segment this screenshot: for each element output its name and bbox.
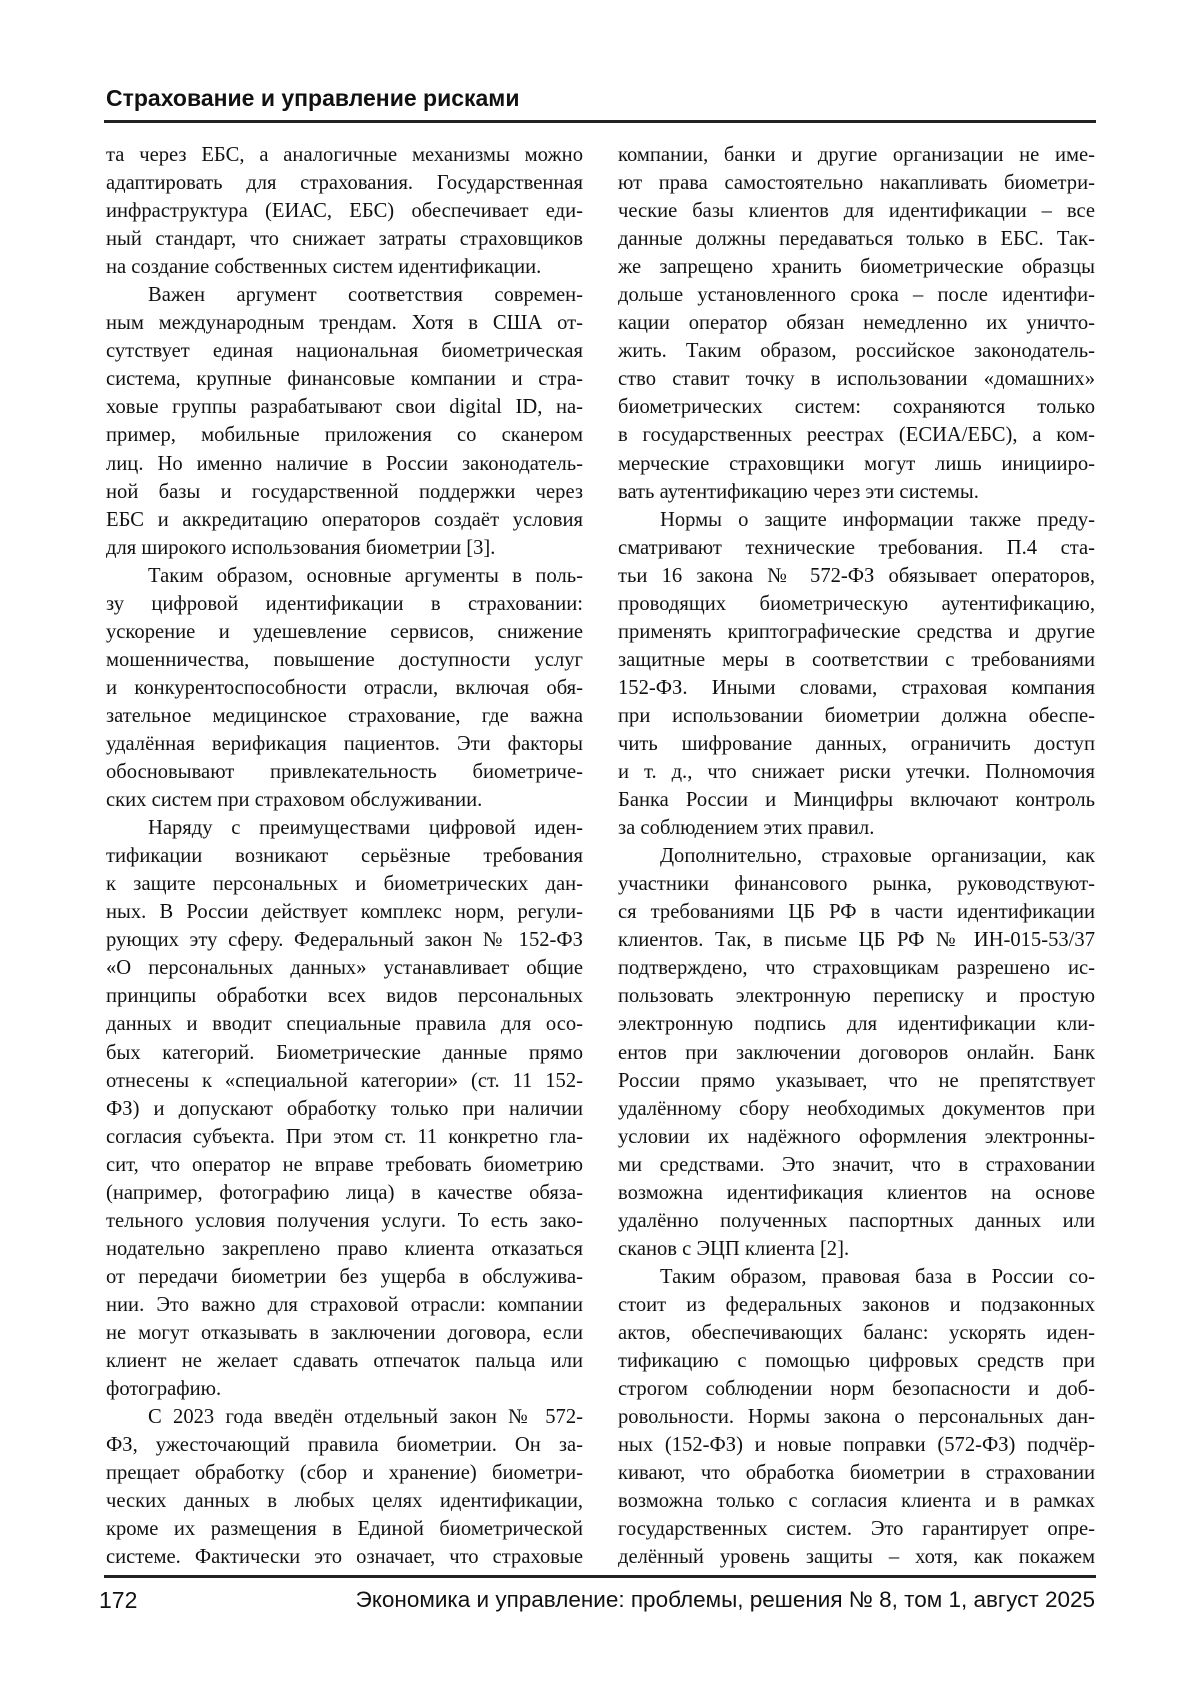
text-line: кроме их размещения в Единой биометрической — [106, 1518, 583, 1541]
journal-citation: Экономика и управление: проблемы, решения № 8, том 1, август 2025 — [355, 1587, 1095, 1612]
text-line: сканов с ЭЦП клиента [2]. — [618, 1237, 850, 1260]
text-line: сутствует единая национальная биометрическая — [106, 340, 583, 363]
text-line: дольше установленного срока – после идентифи- — [618, 284, 1095, 307]
text-line: применять криптографические средства и другие — [618, 620, 1095, 643]
text-line: С 2023 года введён отдельный закон № 572- — [148, 1406, 583, 1429]
text-line: вать аутентификацию через эти системы. — [618, 480, 979, 503]
text-line: сматривают технические требования. П.4 ста- — [618, 536, 1095, 559]
text-line: электронную подпись для идентификации кли- — [618, 1013, 1095, 1036]
text-line: система, крупные финансовые компании и стра- — [106, 368, 583, 391]
text-line: данных и вводит специальные правила для осо- — [106, 1013, 583, 1036]
text-line: и конкурентоспособности отрасли, включая обя- — [106, 676, 583, 699]
running-header-title: Страхование и управление рисками — [106, 85, 520, 111]
paragraph — [106, 141, 583, 281]
text-line: клиентов. Так, в письме ЦБ РФ № ИН-015-53/37 — [618, 929, 1095, 952]
text-line: Нормы о защите информации также преду- — [660, 508, 1095, 531]
text-line: фотографию. — [106, 1378, 222, 1401]
text-line: ускорение и удешевление сервисов, снижение — [106, 620, 583, 643]
paragraph — [106, 562, 583, 814]
text-line: «О персональных данных» устанавливает общие — [106, 957, 583, 980]
paragraph — [106, 281, 583, 561]
text-line: для широкого использования биометрии [3]. — [106, 536, 496, 559]
text-line: стоит из федеральных законов и подзаконных — [618, 1293, 1095, 1316]
text-line: отнесены к «специальной категории» (ст. 11 152- — [106, 1069, 583, 1092]
footer-divider — [104, 1575, 1096, 1578]
text-line: ся требованиями ЦБ РФ в части идентификации — [618, 901, 1095, 924]
paragraph — [106, 814, 583, 1403]
text-line: кации оператор обязан немедленно их уничто- — [618, 312, 1095, 335]
text-line: Наряду с преимуществами цифровой иден- — [148, 817, 583, 840]
text-line: ных. В России действует комплекс норм, регули- — [106, 901, 583, 924]
text-line: к защите персональных и биометрических дан- — [106, 873, 583, 896]
text-line: Дополнительно, страховые организации, как — [660, 845, 1095, 868]
text-line: же запрещено хранить биометрические образцы — [618, 256, 1095, 279]
text-line: кивают, что обработка биометрии в страховании — [618, 1462, 1095, 1485]
text-line: лиц. Но именно наличие в России законодатель- — [106, 452, 583, 475]
text-line: ный стандарт, что снижает затраты страховщиков — [106, 228, 583, 251]
text-line: обосновывают привлекательность биометриче- — [106, 761, 583, 784]
text-line: ной базы и государственной поддержки через — [106, 480, 583, 503]
text-line: ют права самостоятельно накапливать биометри- — [618, 172, 1095, 195]
text-line: ФЗ, ужесточающий правила биометрии. Он за- — [106, 1434, 583, 1457]
text-line: биометрических систем: сохраняются только — [618, 396, 1095, 419]
text-line: актов, обеспечивающих баланс: ускорять иден- — [618, 1321, 1095, 1344]
text-line: жить. Таким образом, российское законодатель- — [618, 340, 1095, 363]
text-line: бых категорий. Биометрические данные прямо — [106, 1041, 583, 1064]
text-line: адаптировать для страхования. Государственная — [106, 172, 583, 195]
text-line: на создание собственных систем идентификации. — [106, 256, 542, 279]
text-line: удалённая верификация пациентов. Эти факторы — [106, 732, 583, 755]
text-line: тификацию с помощью цифровых средств при — [618, 1350, 1095, 1373]
text-line: проводящих биометрическую аутентификацию, — [618, 592, 1095, 615]
text-line: Таким образом, основные аргументы в поль- — [148, 564, 583, 587]
text-line: нодательно закреплено право клиента отказаться — [106, 1237, 583, 1260]
text-line: участники финансового рынка, руководствуют- — [618, 873, 1095, 896]
text-line: удалённому сбору необходимых документов при — [618, 1097, 1095, 1120]
text-line: от передачи биометрии без ущерба в обслужива- — [106, 1265, 583, 1288]
text-line: пример, мобильные приложения со сканером — [106, 424, 583, 447]
text-line: компании, банки и другие организации не име- — [618, 144, 1095, 166]
text-line: ских систем при страховом обслуживании. — [106, 789, 483, 812]
text-line: России прямо указывает, что не препятствует — [618, 1069, 1095, 1092]
text-line: защитные меры в соответствии с требованиями — [618, 648, 1095, 671]
text-line: данные должны передаваться только в ЕБС. Так- — [618, 228, 1095, 251]
text-line: ЕБС и аккредитацию операторов создаёт условия — [106, 508, 583, 531]
text-line: нии. Это важно для страховой отрасли: компании — [106, 1293, 583, 1316]
text-line: рующих эту сферу. Федеральный закон № 152-ФЗ — [106, 929, 583, 952]
text-line: мерческие страховщики могут лишь иницииро- — [618, 452, 1095, 475]
text-line: возможна идентификация клиентов на основе — [618, 1181, 1095, 1204]
text-line: 152-ФЗ. Иными словами, страховая компания — [618, 676, 1095, 699]
text-line: и т. д., что снижает риски утечки. Полномочия — [618, 761, 1095, 784]
text-line: инфраструктура (ЕИАС, ЕБС) обеспечивает еди- — [106, 200, 583, 223]
text-line: Важен аргумент соответствия современ- — [148, 284, 583, 307]
text-line: ФЗ) и допускают обработку только при наличии — [106, 1097, 583, 1120]
paragraph — [618, 1263, 1095, 1572]
paragraph — [618, 842, 1095, 1263]
text-line: прещает обработку (сбор и хранение) биометри- — [106, 1462, 583, 1485]
text-line: системе. Фактически это означает, что страховые — [106, 1546, 583, 1569]
text-line: согласия субъекта. При этом ст. 11 конкретно гла- — [106, 1125, 583, 1148]
text-line: мошенничества, повышение доступности услуг — [106, 648, 583, 671]
text-line: клиент не желает сдавать отпечаток пальца или — [106, 1350, 583, 1373]
text-line: Таким образом, правовая база в России со- — [660, 1265, 1095, 1288]
text-line: ческих данных в любых целях идентификации, — [106, 1490, 583, 1513]
text-line: ховые группы разрабатывают свои digital ID, на- — [106, 396, 583, 419]
left-text-column — [106, 141, 583, 1571]
text-line: зательное медицинское страхование, где важна — [106, 704, 583, 727]
text-line: подтверждено, что страховщикам разрешено ис- — [618, 957, 1095, 980]
text-line: не могут отказывать в заключении договора, если — [106, 1321, 583, 1344]
header-divider — [104, 120, 1096, 123]
text-line: ство ставит точку в использовании «домашних» — [618, 368, 1095, 391]
text-line: возможна только с согласия клиента и в рамках — [618, 1490, 1095, 1513]
text-line: чить шифрование данных, ограничить доступ — [618, 732, 1095, 755]
text-line: та через ЕБС, а аналогичные механизмы можно — [106, 144, 583, 166]
text-line: государственных систем. Это гарантирует опре- — [618, 1518, 1095, 1541]
text-line: ным международным трендам. Хотя в США от- — [106, 312, 583, 335]
text-line: Банка России и Минцифры включают контроль — [618, 789, 1095, 812]
text-line: делённый уровень защиты – хотя, как покажем — [618, 1546, 1095, 1569]
page-number: 172 — [99, 1587, 138, 1613]
text-line: тьи 16 закона № 572-ФЗ обязывает операторов, — [618, 564, 1095, 587]
text-line: при использовании биометрии должна обеспе- — [618, 704, 1095, 727]
paragraph — [106, 1403, 583, 1571]
text-line: пользовать электронную переписку и простую — [618, 985, 1095, 1008]
text-line: тельного условия получения услуги. То есть зако- — [106, 1209, 583, 1232]
text-line: тификации возникают серьёзные требования — [106, 845, 583, 868]
text-line: ентов при заключении договоров онлайн. Банк — [618, 1041, 1095, 1064]
text-line: зу цифровой идентификации в страховании: — [106, 592, 583, 615]
text-line: (например, фотографию лица) в качестве обяза- — [106, 1181, 583, 1204]
text-line: за соблюдением этих правил. — [618, 817, 875, 840]
text-line: ровольности. Нормы закона о персональных дан- — [618, 1406, 1095, 1429]
text-line: условии их надёжного оформления электронны- — [618, 1125, 1095, 1148]
text-line: строгом соблюдении норм безопасности и доб- — [618, 1378, 1095, 1401]
text-line: удалённо полученных паспортных данных или — [618, 1209, 1095, 1232]
text-line: ческие базы клиентов для идентификации – все — [618, 200, 1095, 223]
text-line: в государственных реестрах (ЕСИА/ЕБС), а ком- — [618, 424, 1095, 447]
paragraph — [618, 141, 1095, 506]
text-line: ных (152-ФЗ) и новые поправки (572-ФЗ) подчёр- — [618, 1434, 1095, 1457]
text-line: ми средствами. Это значит, что в страховании — [618, 1153, 1095, 1176]
text-line: сит, что оператор не вправе требовать биометрию — [106, 1153, 583, 1176]
paragraph — [618, 506, 1095, 843]
right-text-column — [618, 141, 1095, 1571]
text-line: принципы обработки всех видов персональных — [106, 985, 583, 1008]
